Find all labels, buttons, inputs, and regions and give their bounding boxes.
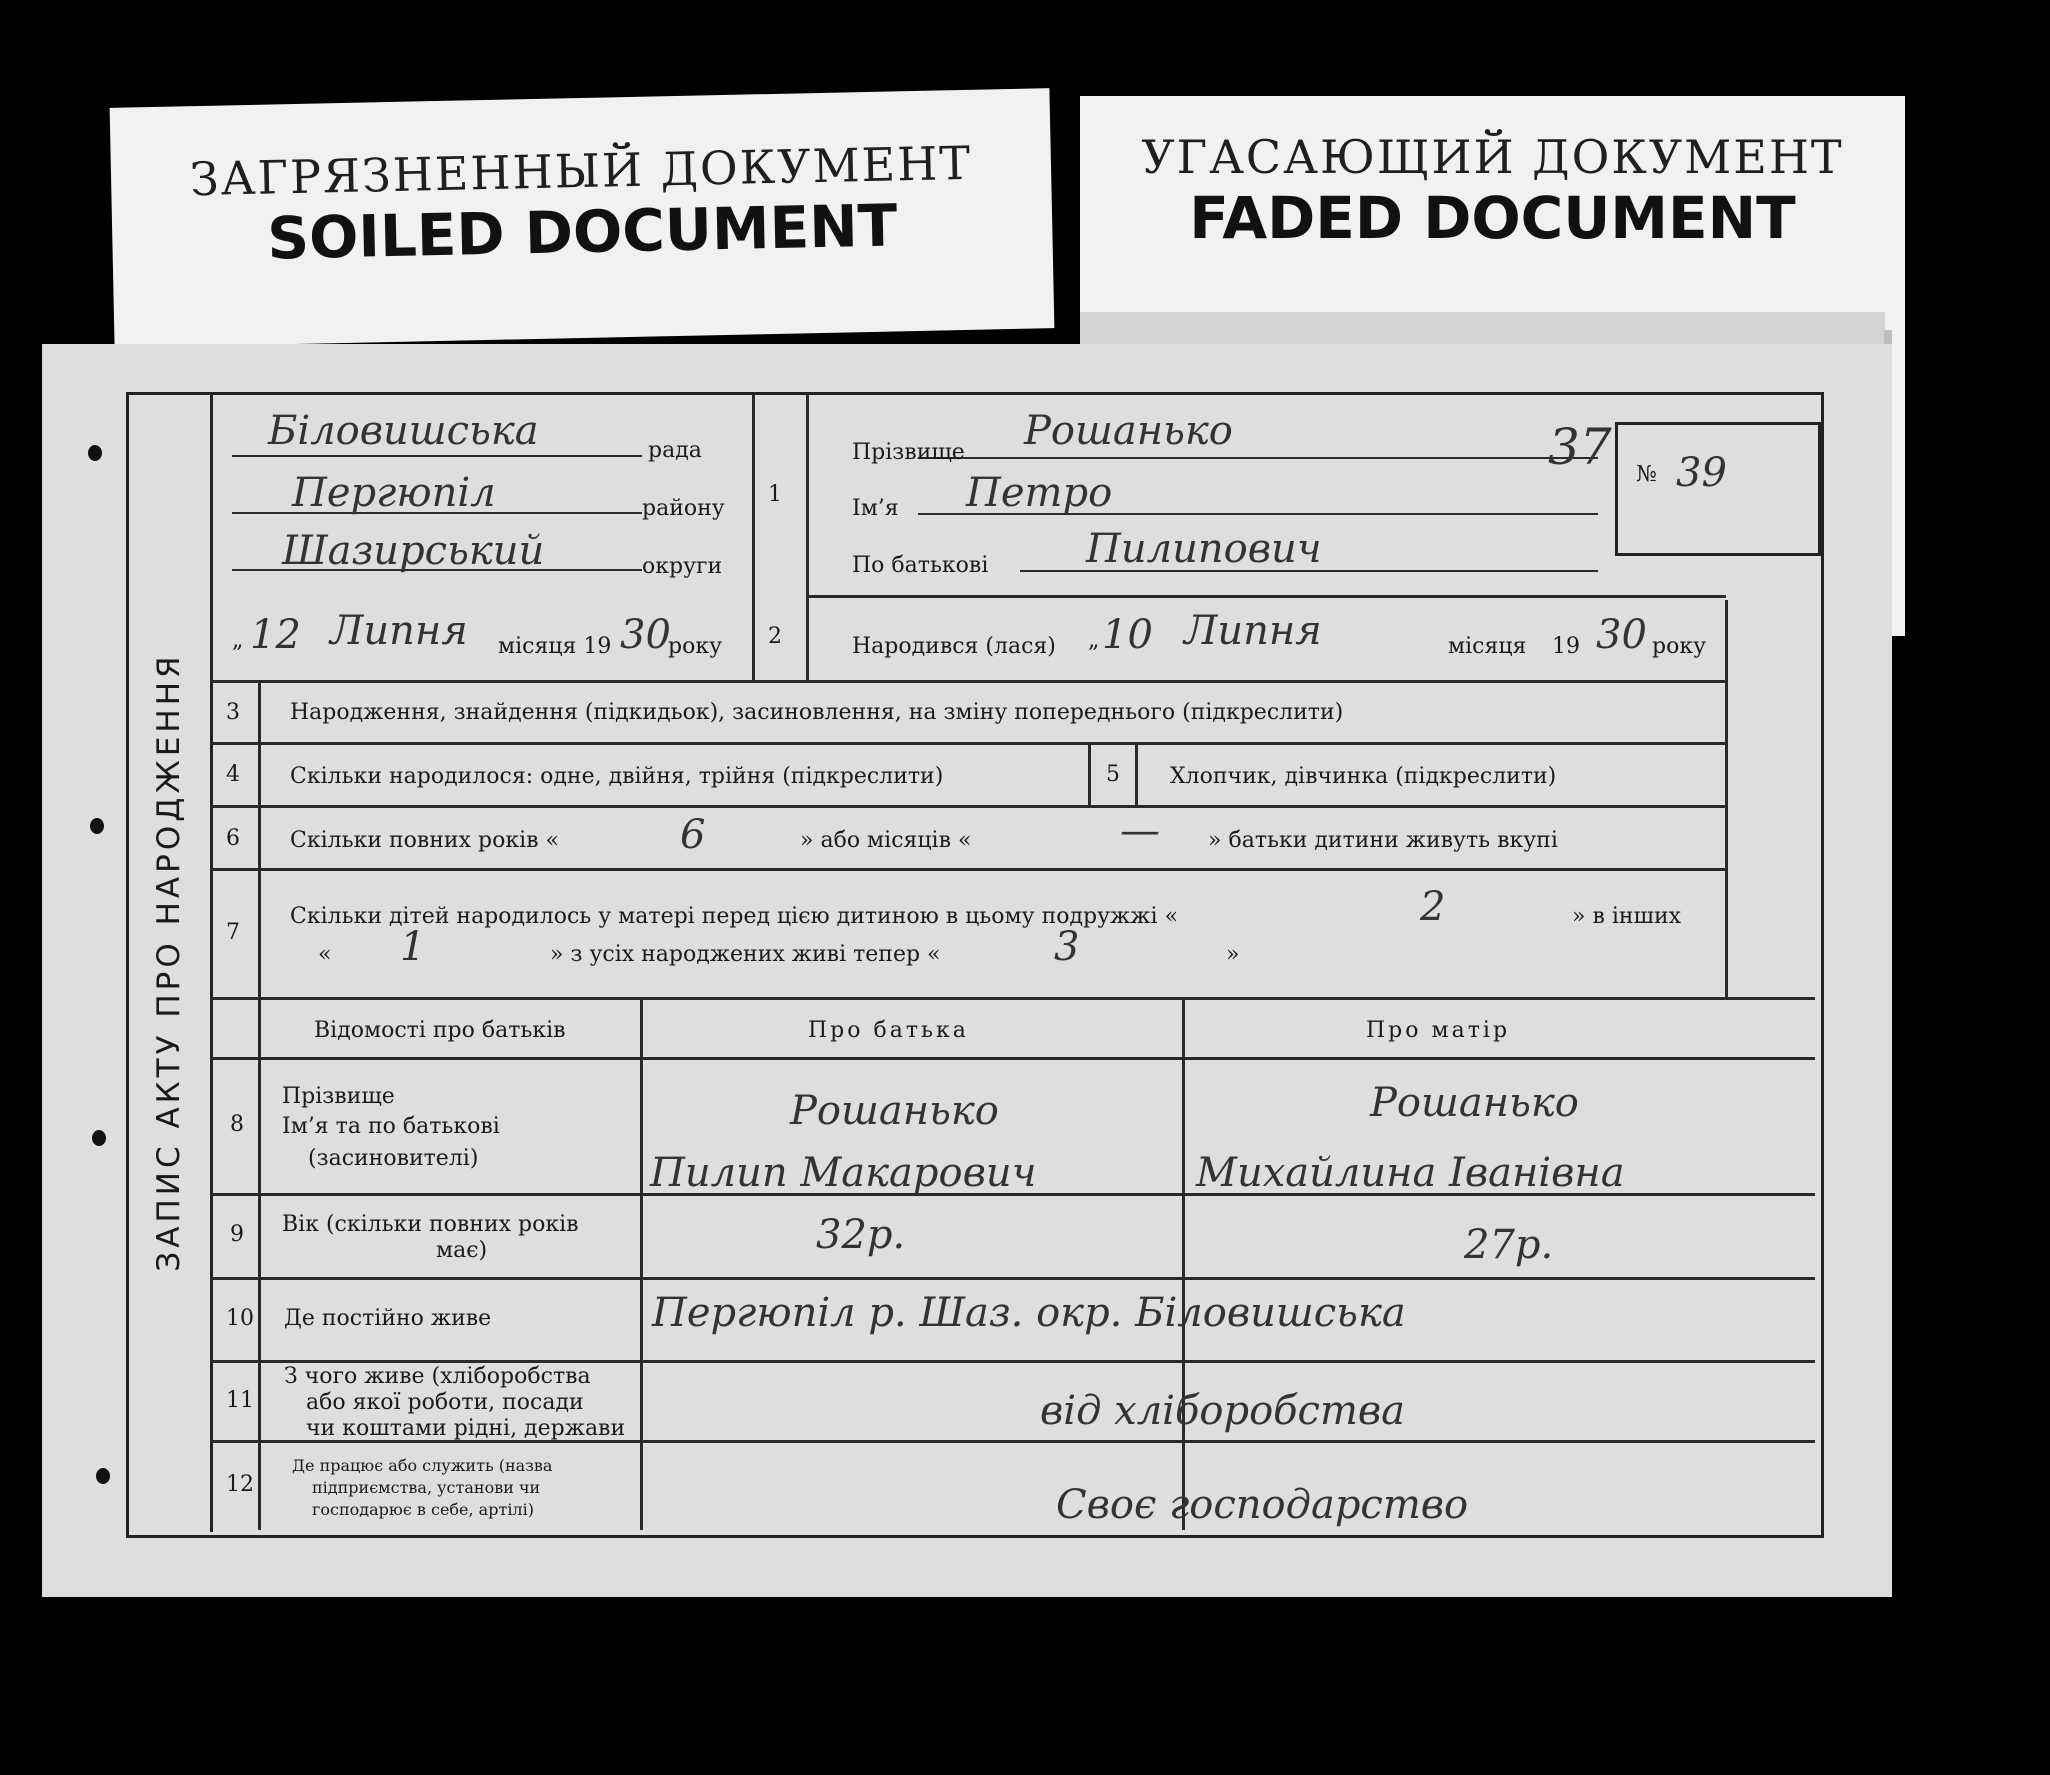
reg-date-quote: „ (232, 628, 244, 653)
rule (806, 595, 1726, 598)
hw-father-name: Пилип Макарович (650, 1150, 1037, 1196)
hw-mother-age: 27р. (1464, 1222, 1554, 1268)
hw-years-together: 6 (680, 812, 706, 858)
punch-hole (88, 445, 102, 461)
hw-okrug: Шазирський (282, 528, 545, 574)
rule (1182, 997, 1185, 1530)
surname-label: Прізвище (852, 440, 965, 465)
side-title-column (128, 392, 213, 1532)
rule (752, 395, 755, 680)
row6-tail: » батьки дитини живуть вкупі (1208, 828, 1558, 853)
r11-label-2: або якої роботи, посади (306, 1390, 584, 1415)
hw-workplace: Своє господарство (1056, 1482, 1469, 1528)
hw-surname: Рошанько (1024, 408, 1233, 454)
hw-father-surname: Рошанько (790, 1088, 999, 1134)
born-year-label: року (1652, 634, 1707, 659)
col-info-header: Відомості про батьків (314, 1018, 566, 1043)
hw-record-no: 37 (1548, 418, 1612, 476)
fill-line (232, 455, 642, 457)
r12-label-1: Де працює або служить (назва (292, 1456, 553, 1475)
soiled-label-ru: ЗАГРЯЗНЕННЫЙ ДОКУМЕНТ (189, 135, 973, 207)
faded-label-ru: УГАСАЮЩИЙ ДОКУМЕНТ (1141, 130, 1844, 184)
r9-label-1: Вік (скільки повних років (282, 1212, 579, 1237)
hw-reg-month: Липня (330, 608, 468, 654)
r12-label-3: господарює в себе, артілі) (312, 1500, 534, 1519)
row-number: 11 (226, 1388, 254, 1413)
row5-text: Хлопчик, дівчинка (підкреслити) (1170, 764, 1557, 789)
row-number: 5 (1106, 762, 1120, 787)
hw-children-this-marriage: 2 (1420, 884, 1446, 930)
row7-line2: » з усіх народжених живі тепер « (550, 942, 941, 967)
punch-hole (92, 1130, 106, 1146)
punch-hole (90, 818, 104, 834)
hw-name: Петро (966, 470, 1113, 516)
name-label: Ім’я (852, 496, 899, 521)
hw-mother-name: Михайлина Іванівна (1196, 1150, 1625, 1196)
patronymic-label: По батькові (852, 553, 989, 578)
row6-years: Скільки повних років « (290, 828, 559, 853)
hw-months-together: — (1120, 808, 1160, 854)
hw-born-year: 30 (1596, 612, 1647, 658)
rule (258, 680, 261, 1530)
r9-label-2: має) (436, 1238, 488, 1263)
side-title: ЗАПИС АКТУ ПРО НАРОДЖЕННЯ (151, 652, 187, 1272)
row-number: 7 (226, 920, 240, 945)
rule (210, 742, 1728, 745)
born-quote: „ (1088, 628, 1100, 653)
hw-father-age: 32р. (816, 1212, 906, 1258)
row3-text: Народження, знайдення (підкидьок), засиновлення, на зміну попереднього (підкреслити) (290, 700, 1344, 725)
row4-text: Скільки народилося: одне, двійня, трійня (підкреслити) (290, 764, 944, 789)
soiled-document-label (110, 88, 1055, 348)
row7-line1-tail: » в інших (1572, 904, 1682, 929)
r8-label-2: Ім’я та по батькові (282, 1114, 500, 1139)
rule (210, 805, 1728, 808)
hw-reg-day: 12 (250, 612, 301, 658)
hw-reg-year: 30 (620, 612, 671, 658)
rule (210, 868, 1728, 871)
row6-months: » або місяців « (800, 828, 972, 853)
hw-no-value: 39 (1676, 450, 1727, 496)
rule (806, 395, 809, 680)
r10-label: Де постійно живе (284, 1306, 492, 1331)
col-father-header: Про батька (808, 1018, 969, 1043)
hw-children-other: 1 (400, 924, 426, 970)
rule (1135, 742, 1138, 805)
r12-label-2: підприємства, установи чи (312, 1478, 541, 1497)
hw-patronymic: Пилипович (1086, 526, 1322, 572)
reg-month-label: місяця 19 (498, 634, 612, 659)
r11-label-3: чи коштами рідні, держави (306, 1416, 626, 1441)
born-month-label: місяця (1448, 634, 1527, 659)
col-mother-header: Про матір (1366, 1018, 1511, 1043)
row-number: 3 (226, 700, 240, 725)
rule (210, 680, 1728, 683)
rule (210, 1277, 1815, 1280)
reg-year-label: року (668, 634, 723, 659)
rule (1088, 742, 1091, 805)
row-number: 9 (230, 1222, 244, 1247)
hw-mother-surname: Рошанько (1370, 1080, 1579, 1126)
okrug-label: округи (642, 554, 723, 579)
hw-residence: Пергюпіл р. Шаз. окр. Біловишська (652, 1290, 1406, 1336)
hw-born-day: 10 (1102, 612, 1153, 658)
hw-children-alive: 3 (1054, 924, 1080, 970)
punch-hole (96, 1468, 110, 1484)
r8-label-1: Прізвище (282, 1084, 395, 1109)
row-number: 2 (768, 624, 782, 649)
row-number: 10 (226, 1306, 254, 1331)
rule (210, 997, 1815, 1000)
row7-open: « (318, 942, 332, 967)
raion-label: району (642, 496, 725, 521)
rule (640, 997, 643, 1530)
rule (210, 1057, 1815, 1060)
born-label: Народився (лася) (852, 634, 1056, 659)
rada-label: рада (648, 438, 702, 463)
row-number: 6 (226, 826, 240, 851)
hw-born-month: Липня (1184, 608, 1322, 654)
rule (1725, 600, 1728, 997)
r11-label-1: З чого живе (хліборобства (284, 1364, 591, 1389)
hw-occupation: від хліборобства (1040, 1388, 1406, 1434)
row-number: 12 (226, 1472, 254, 1497)
no-label: № (1636, 462, 1657, 487)
r8-label-3: (засиновителі) (308, 1146, 479, 1171)
fill-line (918, 457, 1598, 459)
hw-raion: Пергюпіл (292, 470, 496, 516)
hw-rada: Біловишська (268, 408, 539, 454)
row-number: 4 (226, 762, 240, 787)
row7-line1: Скільки дітей народилось у матері перед цією дитиною в цьому подружжі « (290, 904, 1179, 929)
rule (210, 1360, 1815, 1363)
row-number: 1 (768, 482, 782, 507)
soiled-label-en: SOILED DOCUMENT (266, 191, 898, 273)
row-number: 8 (230, 1112, 244, 1137)
row7-close: » (1226, 942, 1240, 967)
faded-label-en: FADED DOCUMENT (1189, 184, 1796, 252)
born-year-prefix: 19 (1552, 634, 1580, 659)
